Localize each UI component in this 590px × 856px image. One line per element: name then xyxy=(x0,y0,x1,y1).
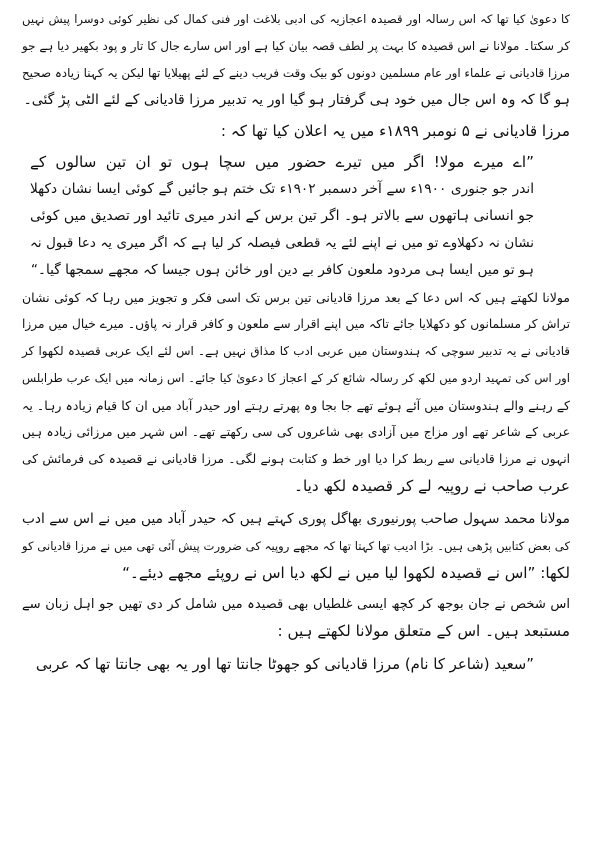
text-line: انہوں نے مرزا قادیانی سے ربط کرا دیا اور خط و کتابت ہونے لگی۔ مرزا قادیانی نے قصیدہ کی فرمائش کی xyxy=(22,452,570,466)
text-line: مرزا قادیانی نے ۵ نومبر ۱۸۹۹ء میں یہ اعلان کیا تھا کہ : xyxy=(220,122,570,140)
text-line: کا دعویٰ کیا تھا کہ اس رسالہ اور قصیدہ اعجازیہ کی ادبی بلاغت اور فنی کمال کی نظیر کوئی دوسرا پیش نہیں xyxy=(22,12,570,26)
text-line: مستبعد ہیں۔ اس کے متعلق مولانا لکھتے ہیں : xyxy=(277,622,570,640)
text-line: کر سکتا۔ مولانا نے اس قصیدہ کا بہت پر لطف قصہ بیان کیا ہے اور اس سارے جال کا تار و پود بکھیر دیا ہے جو xyxy=(22,39,570,53)
quote-line: جو انسانی ہاتھوں سے بالاتر ہو۔ اگر تین برس کے اندر میری تائید اور تصدیق میں کوئی xyxy=(30,208,534,224)
text-line: کی بعض کتابیں پڑھی ہیں۔ بڑا ادیب تھا کہتا تھا کہ مجھے روپیہ کی ضرورت پیش آئی تھی میں نے مرزا قادیانی کو xyxy=(22,539,570,553)
text-line: مولانا محمد سہول صاحب پورنیوری بھاگل پوری کہتے ہیں کہ حیدر آباد میں میں نے اس سے ادب xyxy=(22,511,570,527)
paragraph-errors xyxy=(22,591,570,645)
paragraph-announcement-intro xyxy=(22,118,570,145)
text-line: مرزا قادیانی نے علماء اور عام مسلمین دونوں کو بیک وقت فریب دینے کے لئے پھیلایا تھا لیکن یہ کہنا زیادہ صحیح xyxy=(22,66,570,80)
text-line: عربی کے شاعر تھے اور مزاج میں آزادی بھی شاعروں کی سی رکھتے تھے۔ اس شہر میں مرزائی زیادہ ہیں xyxy=(22,425,570,439)
text-line: مولانا لکھتے ہیں کہ اس دعا کے بعد مرزا قادیانی تین برس تک اسی فکر و تجویز میں رہا کہ کوئی نشان xyxy=(22,290,570,305)
block-quote-saeed xyxy=(22,651,570,678)
text-line: لکھا: ”اس نے قصیدہ لکھوا لیا میں نے لکھ دیا اس نے روپئے مجھے دیئے۔“ xyxy=(122,564,570,582)
paragraph-claim xyxy=(22,6,570,114)
quote-line: اندر جو جنوری ۱۹۰۰ء سے آخر دسمبر ۱۹۰۲ء تک ختم ہو جائیں گے کوئی ایسا نشان دکھلا xyxy=(30,181,534,197)
text-line: ہو گا کہ وہ اس جال میں خود ہی گرفتار ہو گیا اور یہ تدبیر مرزا قادیانی کے لئے الٹی پڑ گئی۔ xyxy=(23,92,570,108)
quote-line: نشان نہ دکھلاوے تو میں نے اپنے لئے یہ قطعی فیصلہ کر لیا ہے کہ اگر میری یہ دعا قبول نہ xyxy=(30,236,534,251)
text-line: کے رہنے والے ہندوستان میں آئے ہوئے تھے جا بجا وہ پھرتے رہتے اور حیدر آباد میں ان کا قیام زیادہ رہا۔ یہ xyxy=(22,398,570,413)
paragraph-witness xyxy=(22,506,570,587)
text-line: عرب صاحب نے روپیہ لے کر قصیدہ لکھ دیا۔ xyxy=(294,477,570,495)
text-line: تراش کر مسلمانوں کو دکھلایا جائے تاکہ میں اپنے اقرار سے ملعون و کافر قرار نہ پاؤں۔ میرے خیال میں مرزا xyxy=(22,317,570,331)
text-line: قادیانی نے یہ تدبیر سوچی کہ ہندوستان میں عربی ادب کا مذاق نہیں ہے۔ اس لئے ایک عربی قصیدہ لکھوا کر xyxy=(22,344,570,358)
quote-line: ”اے میرے مولا! اگر میں تیرے حضور میں سچا ہوں تو ان تین سالوں کے xyxy=(30,153,534,171)
text-line: اس شخص نے جان بوجھ کر کچھ ایسی غلطیاں بھی قصیدہ میں شامل کر دی تھیں جو اہل زبان سے xyxy=(22,597,570,612)
quote-line: ہو تو میں ایسا ہی مردود ملعون کافر بے دین اور خائن ہوں جیسا کہ مجھے سمجھا گیا۔“ xyxy=(30,262,534,278)
block-quote-prayer xyxy=(22,149,570,284)
text-line: اور اس کی تمہید اردو میں لکھ کر رسالہ شائع کر کے اعجاز کا دعویٰ کیا جائے۔ اس زمانہ میں ایک عرب طرابلس xyxy=(22,371,570,385)
quote-line: ”سعید (شاعر کا نام) مرزا قادیانی کو جھوٹا جانتا تھا اور یہ بھی جانتا تھا کہ عربی xyxy=(35,655,534,673)
paragraph-maulana-account xyxy=(22,284,570,500)
